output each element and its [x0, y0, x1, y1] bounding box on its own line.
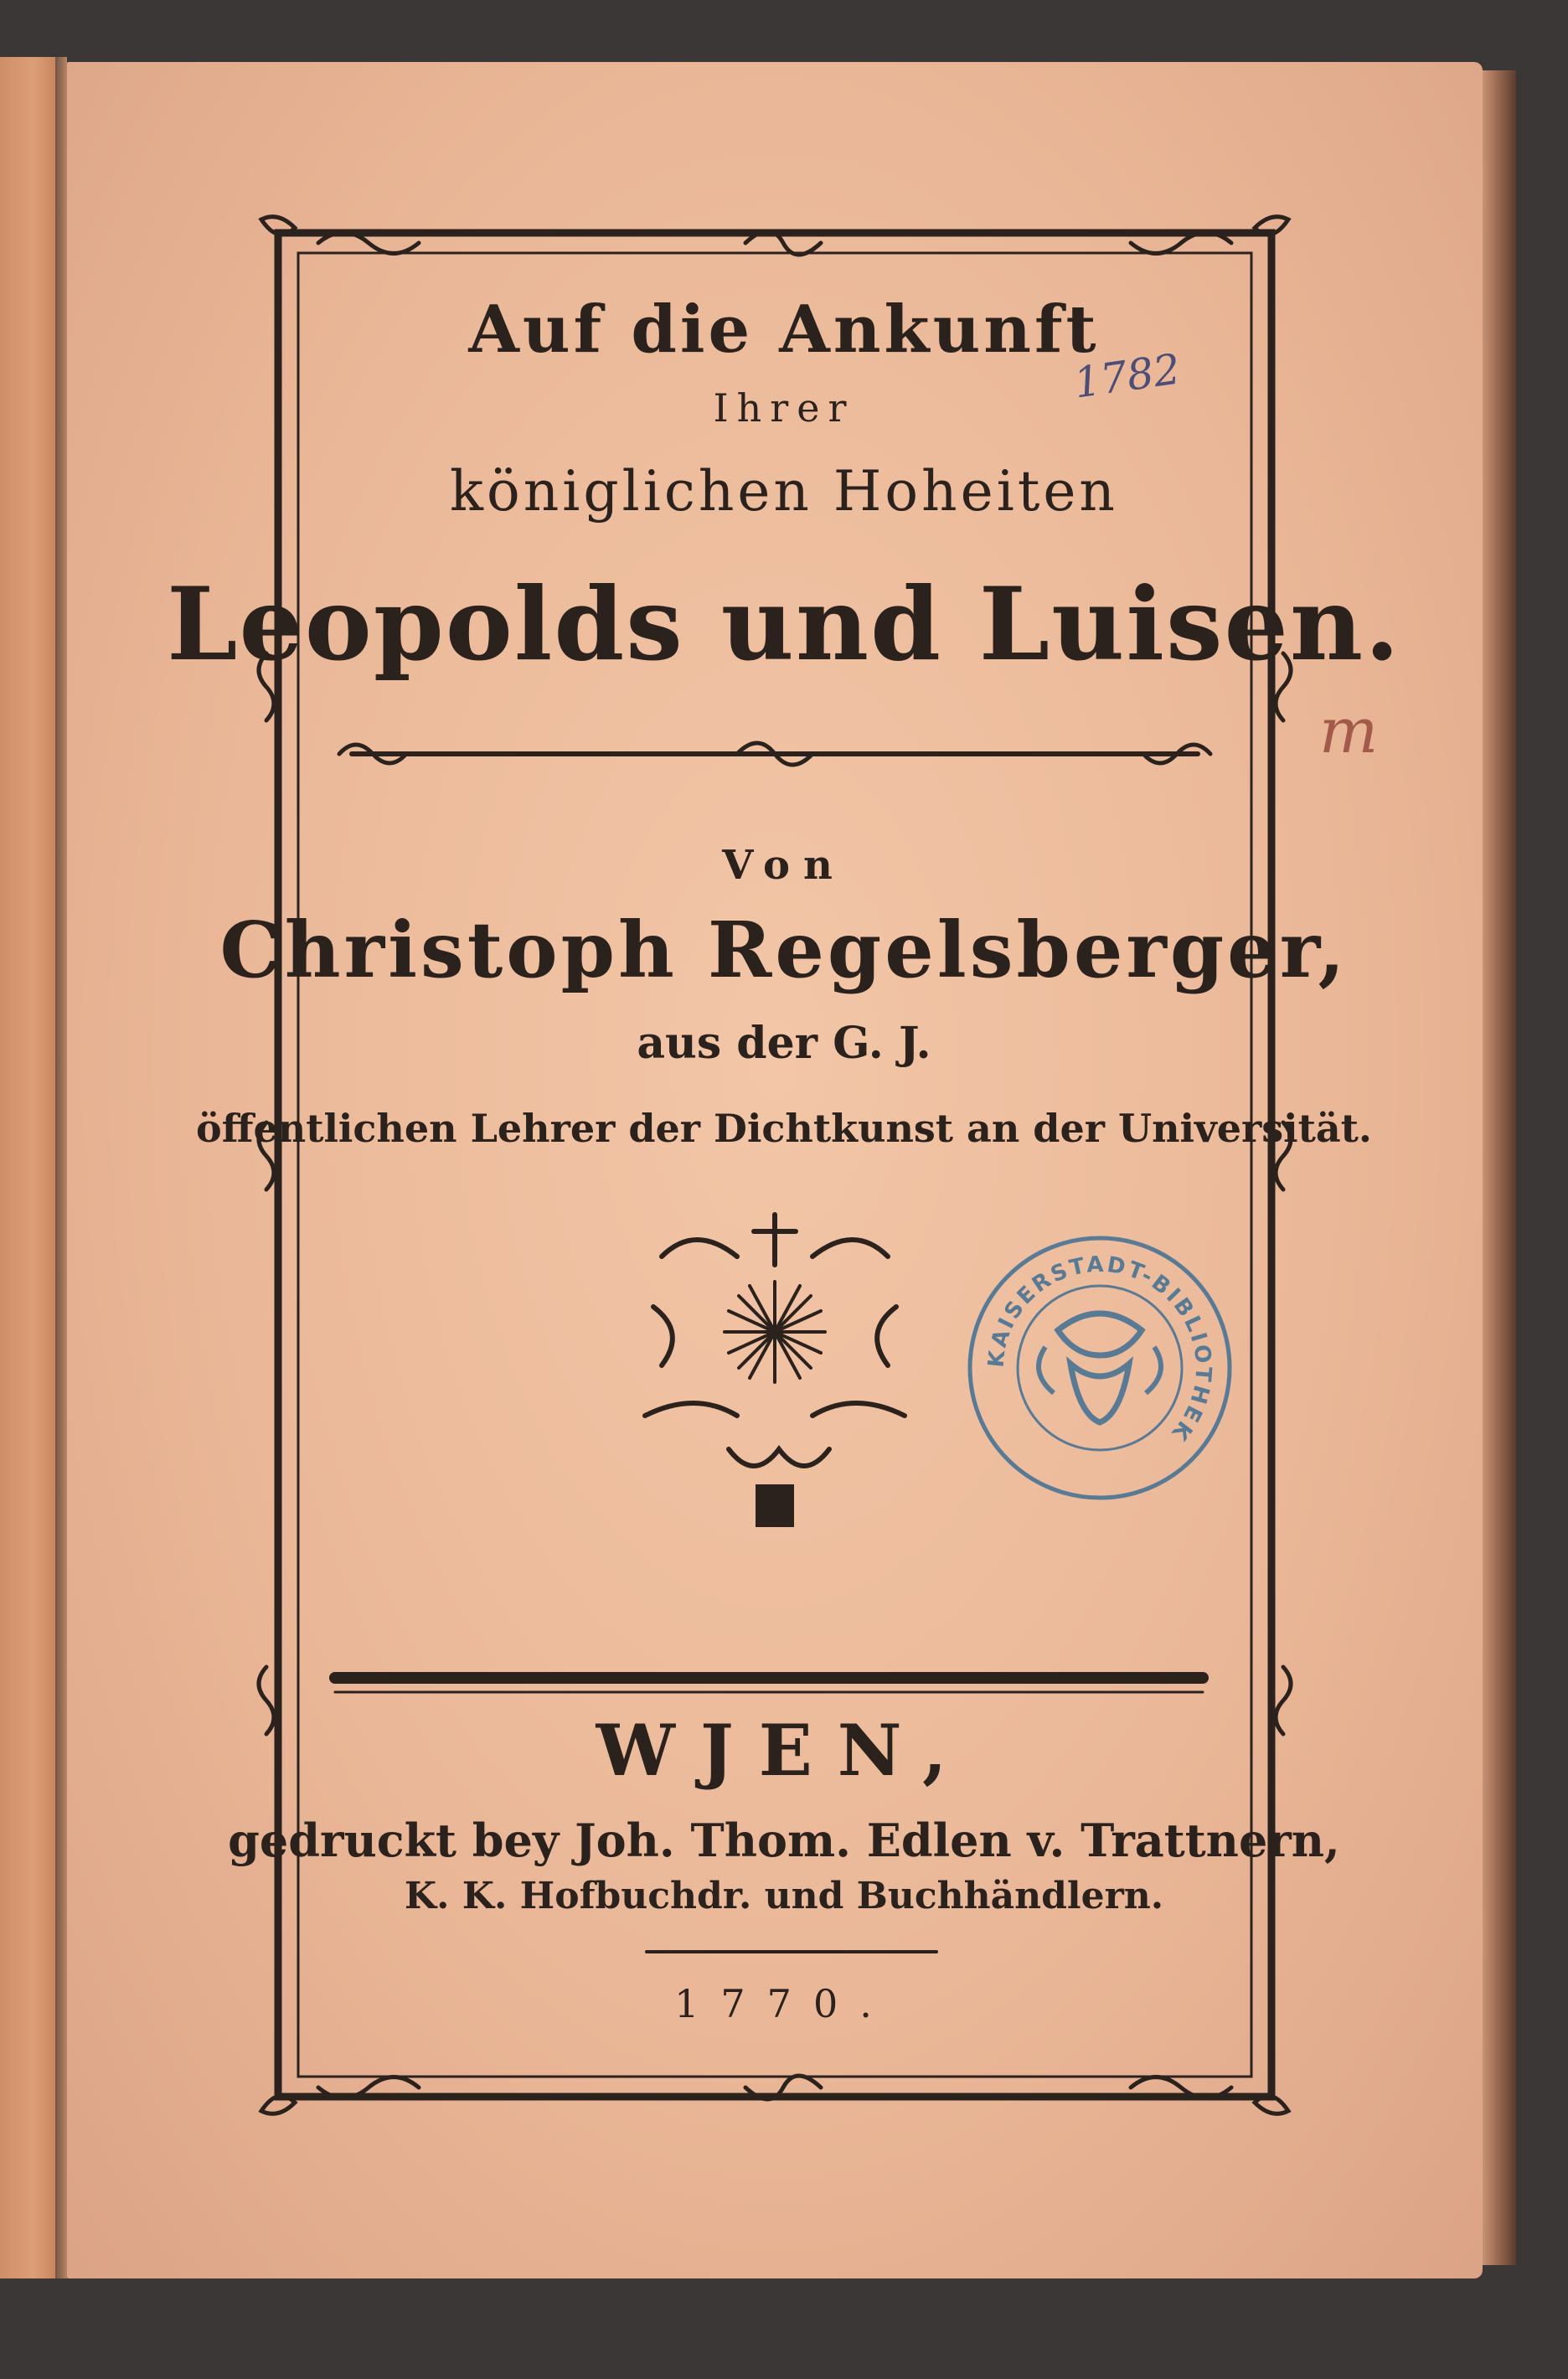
- author-name: Christoph Regelsberger,: [219, 905, 1349, 995]
- title-line-3: königlichen Hoheiten: [450, 459, 1118, 524]
- library-stamp-icon: [953, 1221, 1246, 1515]
- imprint-printer-title: K. K. Hofbuchdr. und Buchhändlern.: [404, 1875, 1164, 1917]
- imprint-printer: gedruckt bey Joh. Thom. Edlen v. Trattnern,: [228, 1814, 1340, 1867]
- author-position: öffentlichen Lehrer der Dichtkunst an der Universität.: [196, 1106, 1372, 1151]
- author-order: aus der G. J.: [637, 1018, 931, 1069]
- imprint-year: 1770.: [674, 1981, 894, 2026]
- imprint-city: WJEN,: [596, 1709, 972, 1792]
- stamp-text: KAISERSTADT-BIBLIOTHEK: [983, 1251, 1216, 1447]
- title-line-2: Ihrer: [713, 385, 855, 431]
- by-line: Von: [722, 842, 846, 889]
- library-stamp: [953, 1221, 1246, 1515]
- title-line-1: Auf die Ankunft: [468, 292, 1100, 368]
- main-title: Leopolds und Luisen.: [167, 565, 1401, 684]
- handwritten-shelfmark: 1782: [1070, 344, 1184, 408]
- handwritten-marginal-letter: m: [1319, 695, 1379, 767]
